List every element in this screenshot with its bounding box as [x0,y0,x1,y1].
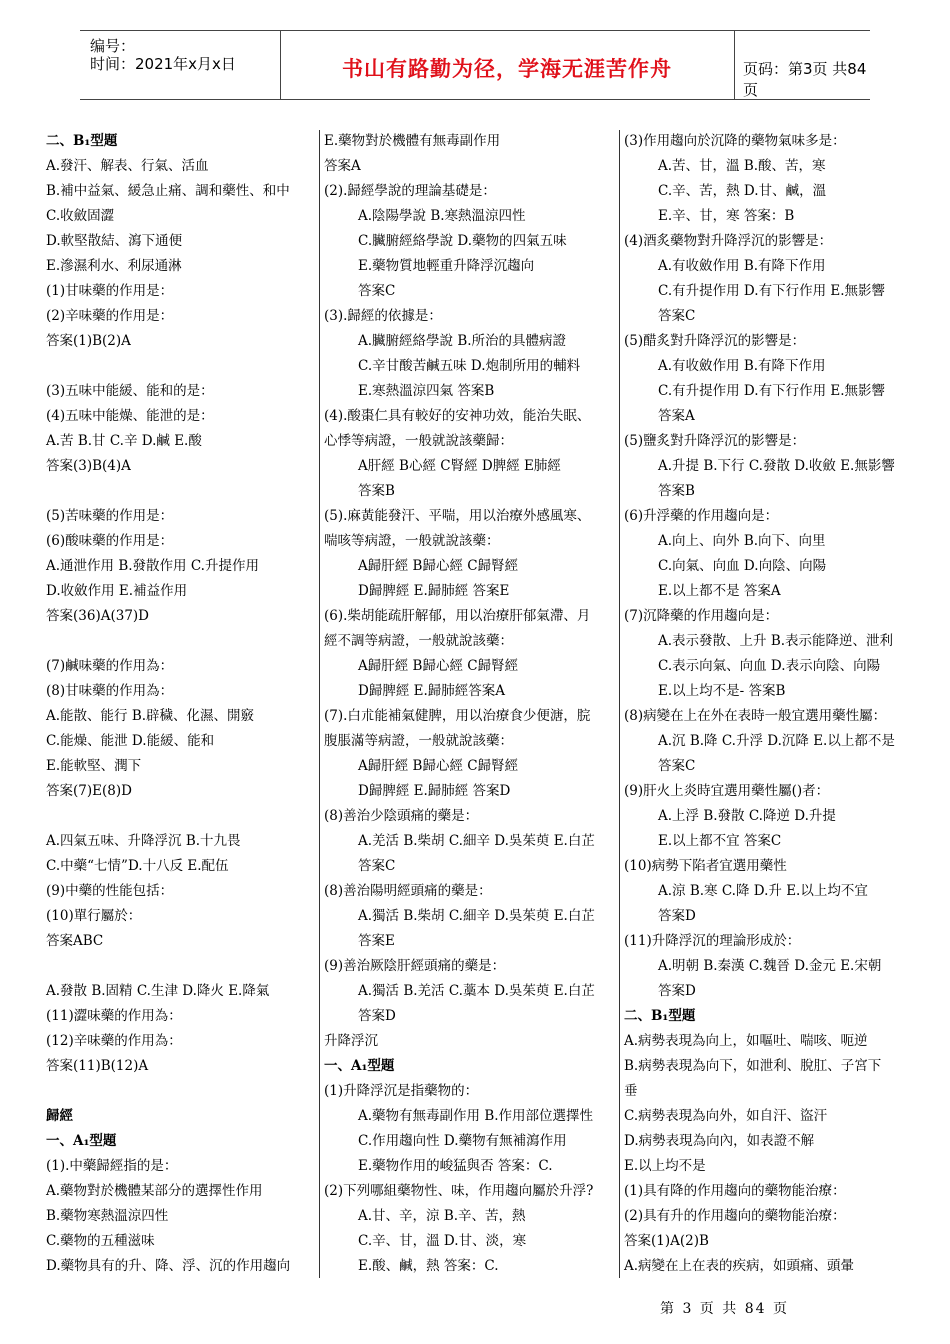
col2-line: E.寒熱溫涼四氣 答案B [358,383,495,399]
col3-line: 答案D [658,908,696,924]
col2-line: A.甘、辛，涼 B.辛、苦，熱 [358,1208,526,1224]
col1-line: 答案(1)B(2)A [46,333,131,349]
col2-line: (2)下列哪組藥物性、味，作用趨向屬於升浮? [324,1183,594,1199]
col3-line: (6)升浮藥的作用趨向是： [624,508,779,524]
col2-line: A.獨活 B.柴胡 C.細辛 D.吳茱萸 E.白芷 [358,908,595,924]
col1-line: D.軟堅散結、瀉下通便 [46,233,183,249]
col3-line: A.涼 B.寒 C.降 D.升 E.以上均不宜 [658,883,868,899]
col1-line: E.滲濕利水、利尿通淋 [46,258,182,274]
col1-line: D.藥物具有的升、降、浮、沉的作用趨向 [46,1258,291,1274]
col3-line: A.升提 B.下行 C.發散 D.收斂 E.無影響 [658,458,895,474]
col1-line: A.苦 B.甘 C.辛 D.鹹 E.酸 [46,433,202,449]
col1-line: 答案ABC [46,933,104,949]
doc-code-label: 编号： [90,37,136,55]
col2-line: 經不調等病證，一般就說該藥： [324,633,513,649]
col3-line: C.有升提作用 D.有下行作用 E.無影響 [658,383,886,399]
col3-line: C.表示向氣、向血 D.表示向陰、向陽 [658,658,881,674]
header-page-number: 页码：第3页 共84页 [743,60,867,99]
col3-line: 垂 [624,1083,638,1099]
col1-line: 一、A₁型題 [46,1133,117,1149]
col3-line: B.病勢表現為向下，如泄利、脫肛、子宮下 [624,1058,882,1074]
col3-line: C.向氣、向血 D.向陰、向陽 [658,558,827,574]
col2-line: (8)善治少陰頭痛的藥是： [324,808,479,824]
col2-line: 答案C [358,283,396,299]
col2-line: A歸肝經 B歸心經 C歸腎經 [358,758,519,774]
col3-line: A.有收斂作用 B.有降下作用 [658,258,826,274]
col2-line: (1)升降浮沉是指藥物的： [324,1083,479,1099]
col1-line: (3)五味中能緩、能和的是： [46,383,214,399]
col2-line: 一、A₁型題 [324,1058,395,1074]
col3-line: 答案C [658,308,696,324]
col3-line: A.沉 B.降 C.升浮 D.沉降 E.以上都不是 [658,733,895,749]
col2-line: C.辛甘酸苦鹹五味 D.炮制所用的輔料 [358,358,581,374]
col3-line: (10)病勢下陷者宜選用藥性 [624,858,787,874]
doc-time-label: 时间：2021年x月x日 [90,55,236,73]
col2-line: 腹脹滿等病證，一般就說該藥： [324,733,513,749]
col3-line: A.向上、向外 B.向下、向里 [658,533,826,549]
col3-line: (8)病變在上在外在表時一般宜選用藥性屬： [624,708,887,724]
col2-line: A.臟腑經絡學說 B.所治的具體病證 [358,333,567,349]
col1-line: C.能燥、能泄 D.能緩、能和 [46,733,215,749]
col2-line: A.藥物有無毒副作用 B.作用部位選擇性 [358,1108,594,1124]
col1-line: 答案(7)E(8)D [46,783,132,799]
col1-line: 二、B₁型題 [46,133,118,149]
header-page-cell [735,31,870,99]
col3-line: (11)升降浮沉的理論形成於： [624,933,801,949]
col1-line: 答案(11)B(12)A [46,1058,149,1074]
col1-line: (1)甘味藥的作用是： [46,283,174,299]
column-divider-right [619,130,620,1278]
col2-line: E.酸、鹹，熱 答案：C. [358,1258,499,1274]
col1-line: 答案(36)A(37)D [46,608,149,624]
col1-line: (8)甘味藥的作用為： [46,683,174,699]
col3-line: 二、B₁型題 [624,1008,696,1024]
col3-line: A.苦、甘，溫 B.酸、苦，寒 [658,158,826,174]
col3-line: E.以上均不是 [624,1158,706,1174]
col3-line: A.上浮 B.發散 C.降逆 D.升提 [658,808,836,824]
col2-line: 答案D [358,1008,396,1024]
col2-line: 答案A [324,158,361,174]
col2-line: 心悸等病證，一般就說該藥歸： [324,433,513,449]
header-motto-cell [280,31,735,99]
col3-line: C.辛、苦，熱 D.甘、鹹，溫 [658,183,827,199]
col3-line: C.病勢表現為向外，如自汗、盜汗 [624,1108,828,1124]
col2-line: 答案C [358,858,396,874]
col1-line: E.能軟堅、潤下 [46,758,142,774]
col3-line: E.以上都不是 答案A [658,583,781,599]
col3-line: 答案A [658,408,695,424]
col3-line: 答案(1)A(2)B [624,1233,709,1249]
col1-line: (11)澀味藥的作用為： [46,1008,182,1024]
col1-line: (7)鹹味藥的作用為： [46,658,174,674]
col2-line: (4).酸棗仁具有較好的安神功效，能治失眠、 [324,408,591,424]
col1-line: A.藥物對於機體某部分的選擇性作用 [46,1183,263,1199]
col2-line: A.獨活 B.羌活 C.藁本 D.吳茱萸 E.白芷 [358,983,595,999]
col3-line: 答案C [658,758,696,774]
col2-line: D歸脾經 E.歸肺經 答案E [358,583,510,599]
col3-line: (3)作用趨向於沉降的藥物氣味多是： [624,133,846,149]
col2-line: (5).麻黃能發汗、平喘，用以治療外感風寒、 [324,508,591,524]
header-motto: 书山有路勤为径，学海无涯苦作舟 [342,57,672,81]
col2-line: (7).白朮能補氣健脾，用以治療食少便溏，脘 [324,708,591,724]
col3-line: E.以上都不宜 答案C [658,833,782,849]
col3-line: D.病勢表現為向內，如表證不解 [624,1133,815,1149]
col3-line: E.以上均不是- 答案B [658,683,786,699]
col1-line: A.發散 B.固精 C.生津 D.降火 E.降氣 [46,983,270,999]
col1-line: (6)酸味藥的作用是： [46,533,174,549]
col3-line: 答案D [658,983,696,999]
col1-line: (4)五味中能燥、能泄的是： [46,408,214,424]
col3-line: (2)具有升的作用趨向的藥物能治療： [624,1208,846,1224]
page-header [80,30,870,100]
col3-line: C.有升提作用 D.有下行作用 E.無影響 [658,283,886,299]
col3-line: (5)醋炙對升降浮沉的影響是： [624,333,806,349]
col1-line: C.中藥“七情”D.十八反 E.配伍 [46,858,229,874]
col2-line: A.羌活 B.柴胡 C.細辛 D.吳茱萸 E.白芷 [358,833,595,849]
col2-line: (8)善治陽明經頭痛的藥是： [324,883,492,899]
col1-line: C.藥物的五種滋味 [46,1233,155,1249]
col2-line: A歸肝經 B歸心經 C歸腎經 [358,658,519,674]
col3-line: (4)酒炙藥物對升降浮沉的影響是： [624,233,833,249]
col1-line: 歸經 [46,1108,73,1124]
col1-line: (10)單行屬於： [46,908,142,924]
col2-line: C.作用趨向性 D.藥物有無補瀉作用 [358,1133,567,1149]
col2-line: A.陰陽學說 B.寒熱溫涼四性 [358,208,526,224]
col2-line: E.藥物對於機體有無毒副作用 [324,133,501,149]
column-divider-left [319,130,320,1278]
col1-line: (2)辛味藥的作用是： [46,308,174,324]
col2-line: 喘咳等病證，一般就說該藥： [324,533,500,549]
col3-line: 答案B [658,483,695,499]
col1-line: 答案(3)B(4)A [46,458,131,474]
col2-line: C.辛、甘，溫 D.甘、淡，寒 [358,1233,527,1249]
col1-line: (9)中藥的性能包括： [46,883,174,899]
col3-line: (9)肝火上炎時宜選用藥性屬()者： [624,783,830,799]
col3-line: (5)鹽炙對升降浮沉的影響是： [624,433,806,449]
col3-line: (1)具有降的作用趨向的藥物能治療： [624,1183,846,1199]
col2-line: (9)善治厥陰肝經頭痛的藥是： [324,958,506,974]
col3-line: A.病勢表現為向上，如嘔吐、喘咳、呃逆 [624,1033,868,1049]
col1-line: A.四氣五味、升降浮沉 B.十九畏 [46,833,241,849]
col3-line: A.病變在上在表的疾病，如頭痛、頭暈 [624,1258,855,1274]
col2-line: 升降浮沉 [324,1033,378,1049]
col1-line: (12)辛味藥的作用為： [46,1033,182,1049]
col2-line: (2).歸經學說的理論基礎是： [324,183,496,199]
col2-line: E.藥物質地輕重升降浮沉趨向 [358,258,535,274]
col3-line: (7)沉降藥的作用趨向是： [624,608,779,624]
col1-line: (1).中藥歸經指的是： [46,1158,178,1174]
col1-line: B.補中益氣、緩急止痛、調和藥性、和中 [46,183,290,199]
col2-line: 答案B [358,483,395,499]
col2-line: A歸肝經 B歸心經 C歸腎經 [358,558,519,574]
col3-line: E.辛、甘，寒 答案：B [658,208,795,224]
col2-line: (3).歸經的依據是： [324,308,442,324]
col2-line: D歸脾經 E.歸肺經 答案D [358,783,511,799]
col2-line: (6).柴胡能疏肝解郁，用以治療肝郁氣滯、月 [324,608,591,624]
page-footer: 第 3 页 共 84 页 [660,1301,789,1317]
col1-line: C.收斂固澀 [46,208,115,224]
col2-line: A肝經 B心經 C腎經 D脾經 E肺經 [358,458,561,474]
col3-line: A.明朝 B.秦漢 C.魏晉 D.金元 E.宋朝 [658,958,882,974]
col2-line: 答案E [358,933,395,949]
col2-line: D歸脾經 E.歸肺經答案A [358,683,506,699]
col2-line: C.臟腑經絡學說 D.藥物的四氣五味 [358,233,567,249]
col1-line: A.發汗、解表、行氣、活血 [46,158,209,174]
col3-line: A.表示發散、上升 B.表示能降逆、泄利 [658,633,894,649]
col1-line: D.收斂作用 E.補益作用 [46,583,188,599]
header-meta-cell [80,31,281,99]
col3-line: A.有收斂作用 B.有降下作用 [658,358,826,374]
col2-line: E.藥物作用的峻猛與否 答案：C. [358,1158,553,1174]
col1-line: B.藥物寒熱溫涼四性 [46,1208,169,1224]
col1-line: A.能散、能行 B.辟穢、化濕、開竅 [46,708,255,724]
col1-line: (5)苦味藥的作用是： [46,508,174,524]
col1-line: A.通泄作用 B.發散作用 C.升提作用 [46,558,259,574]
